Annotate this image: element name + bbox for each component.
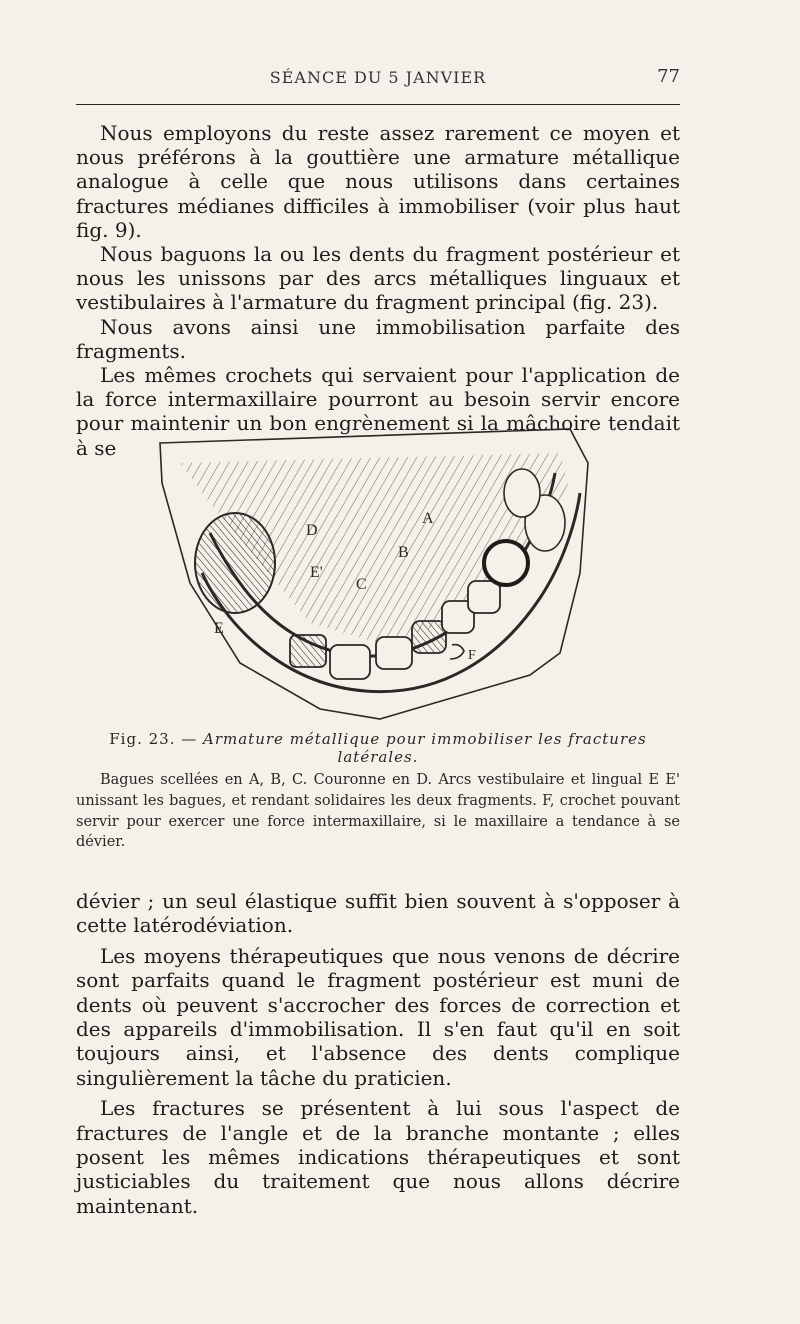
tooth — [468, 581, 500, 613]
legend-text: Bagues scellées en A, B, C. Couronne en D. Arcs vestibulaire et lingual E E' unissant les bagues, et rendant solidaires les deux fragments. F, crochet pouvant servir pour exercer une force intermaxillaire, si le maxillaire a tendance à se dévier. — [76, 772, 680, 851]
figure-23-illustration — [150, 423, 600, 723]
label-d: D — [306, 522, 318, 539]
tooth — [504, 469, 540, 517]
body-text-top — [76, 121, 680, 460]
paragraph: Nous baguons la ou les dents du fragment postérieur et nous les unissons par des arcs métalliques linguaux et vestibulaires à l'armature du fragment principal (fig. 23). — [76, 242, 680, 315]
molar-crown-d — [195, 513, 275, 613]
label-c: C — [356, 576, 367, 593]
body-text-bottom — [76, 889, 680, 1218]
label-f: F — [468, 648, 476, 663]
label-e-prime: E' — [310, 564, 323, 581]
paragraph: Les moyens thérapeutiques que nous venons de décrire sont parfaits quand le fragment postérieur est muni de dents où peuvent s'accrocher des forces de correction et des appareils d'immobilisation. Il s'en faut qu'il en soit toujours ainsi, et l'absence des dents complique singulièrement la tâche du praticien. — [76, 943, 680, 1090]
paragraph: Les mêmes crochets qui servaient pour l'application de la force intermaxillaire pourront au besoin servir encore pour maintenir un bon engrènement si la mâchoire tendait à se — [76, 363, 680, 460]
tooth — [412, 621, 446, 653]
paragraph: Nous employons du reste assez rarement ce moyen et nous préférons à la gouttière une armature métallique analogue à celle que nous utilisons dans certaines fractures médianes difficiles à immobiliser (voir plus haut fig. 9). — [76, 121, 680, 242]
hook-f — [450, 645, 464, 659]
ring-band — [484, 541, 528, 585]
paragraph: dévier ; un seul élastique suffit bien souvent à s'opposer à cette latérodéviation. — [76, 889, 680, 938]
tooth — [376, 637, 412, 669]
running-title: SÉANCE DU 5 JANVIER — [269, 68, 487, 87]
caption-title-line — [76, 730, 680, 766]
paragraph: Nous avons ainsi une immobilisation parfaite des fragments. — [76, 314, 680, 363]
figure-caption — [76, 730, 680, 766]
label-e: E — [214, 620, 224, 637]
label-a: A — [422, 510, 434, 527]
figure-legend — [76, 770, 680, 853]
running-header — [76, 62, 680, 92]
jaw-armature-drawing — [150, 423, 600, 723]
header-rule — [76, 104, 680, 105]
caption-title: Armature métallique pour immobiliser les fractures latérales. — [203, 730, 647, 766]
caption-number: Fig. 23. — — [109, 730, 198, 748]
tooth — [330, 645, 370, 679]
paragraph: Les fractures se présentent à lui sous l'aspect de fractures de l'angle et de la branche montante ; elles posent les mêmes indications thérapeutiques et sont justiciables du traitement que nous allons décrire maintenant. — [76, 1096, 680, 1218]
page-number: 77 — [657, 66, 680, 87]
tooth — [290, 635, 326, 667]
label-b: B — [398, 544, 409, 561]
